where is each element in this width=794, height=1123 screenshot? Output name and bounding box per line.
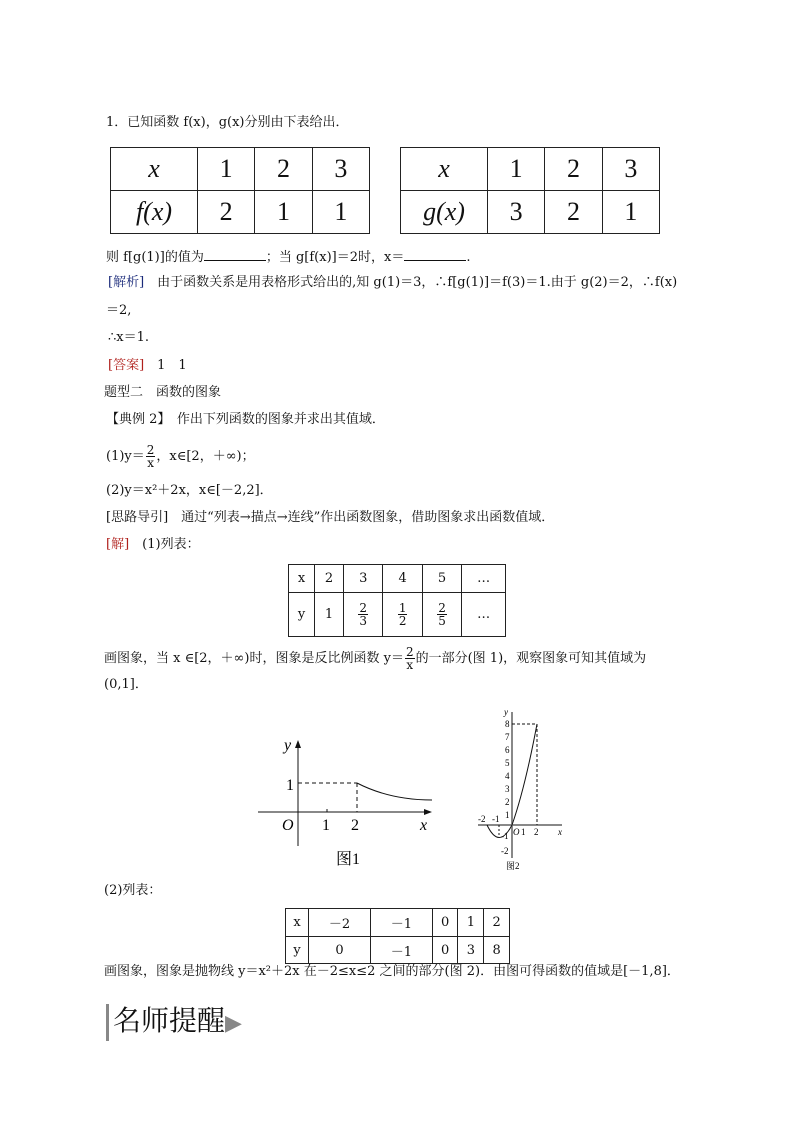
y-label: y xyxy=(284,737,292,754)
svg-text:1: 1 xyxy=(521,827,526,837)
fraction: $\frac{2}{5}$ xyxy=(438,601,446,628)
answer-blank xyxy=(404,248,466,261)
svg-text:6: 6 xyxy=(505,745,510,755)
q1-analysis: [解析] 由于函数关系是用表格形式给出的,知 g(1)＝3，∴f[g(1)]＝f(3)＝1.由于 g(2)＝2，∴f(x) xyxy=(108,275,678,290)
triangle-right-icon: ▶ xyxy=(225,1011,242,1036)
q1-question: 则 f[g(1)]的值为 ；当 g[f(x)]＝2时，x＝ . xyxy=(106,250,471,265)
svg-text:1: 1 xyxy=(505,810,510,820)
draw1-range: (0,1]． xyxy=(104,677,148,692)
part2-label: (2)列表： xyxy=(104,883,162,898)
svg-text:x: x xyxy=(558,827,562,837)
svg-text:2: 2 xyxy=(534,827,539,837)
figure-caption: 图1 xyxy=(336,851,361,868)
svg-text:4: 4 xyxy=(505,771,510,781)
svg-text:3: 3 xyxy=(505,784,510,794)
example-title: 【典例 2】 作出下列函数的图象并求出其值域． xyxy=(106,412,385,427)
example-part2: (2)y＝x²＋2x，x∈[－2,2]． xyxy=(106,483,273,498)
svg-text:O: O xyxy=(513,827,520,837)
fraction: $\frac{2}{x}$ xyxy=(405,645,414,672)
fraction: $\frac{2}{3}$ xyxy=(359,601,368,628)
example-part1: (1)y＝ $\frac{2}{x}$ ，x∈[2，＋∞)； xyxy=(106,443,255,470)
figure-1 xyxy=(250,730,440,870)
tick-label: 1 xyxy=(286,777,294,794)
svg-text:8: 8 xyxy=(505,719,510,729)
origin-label: O xyxy=(282,817,294,834)
fraction: $\frac{1}{2}$ xyxy=(398,601,407,628)
analysis-cont: ＝2, xyxy=(106,303,132,318)
answer-blank xyxy=(204,248,266,261)
svg-text:5: 5 xyxy=(505,758,510,768)
x-label: x xyxy=(420,817,428,834)
tips-heading: 名师提醒▶ xyxy=(106,1004,242,1041)
svg-text:-2: -2 xyxy=(478,814,486,824)
tick-label: 2 xyxy=(351,817,359,834)
tick-label: 1 xyxy=(322,817,330,834)
curve xyxy=(357,783,432,800)
draw1: 画图象，当 x ∈[2，＋∞)时，图象是反比例函数 y＝ $\frac{2}{x}$ 的一部分(图 1)，观察图象可知其值域为 xyxy=(104,645,647,672)
analysis-end: ∴x＝1. xyxy=(108,330,150,345)
svg-text:-1: -1 xyxy=(501,831,509,841)
fraction: $\frac{2}{x}$ xyxy=(146,443,155,470)
table-f: x 1 2 3 f(x) 2 1 1 xyxy=(110,147,370,234)
y-tick-labels xyxy=(478,708,562,871)
svg-text:2: 2 xyxy=(505,797,510,807)
solution: [解] (1)列表： xyxy=(106,537,200,552)
q1-answer: [答案] 1 1 xyxy=(108,358,187,373)
svg-text:-1: -1 xyxy=(492,814,500,824)
arrow-icon xyxy=(424,809,432,815)
arrow-icon xyxy=(295,740,301,748)
svg-text:7: 7 xyxy=(505,732,510,742)
svg-text:图2: 图2 xyxy=(506,861,520,871)
hint: [思路导引] 通过“列表→描点→连线”作出函数图象，借助图象求出函数值域． xyxy=(106,510,555,525)
q1-intro: 1．已知函数 f(x)，g(x)分别由下表给出． xyxy=(106,115,349,130)
figure-2 xyxy=(470,708,570,874)
table-g: x 1 2 3 g(x) 3 2 1 xyxy=(400,147,660,234)
section-title: 题型二 函数的图象 xyxy=(104,385,222,400)
table-2: x －2 －1 0 1 2 y 0 －1 0 3 8 xyxy=(285,908,510,964)
svg-text:y: y xyxy=(504,708,508,717)
table-1: x 2 3 4 5 … y 1 $\frac{2}{3}$ $\frac{1}{2}$ $\frac{2}{5}$ … xyxy=(288,564,506,637)
svg-text:-2: -2 xyxy=(501,846,509,856)
draw2: 画图象，图象是抛物线 y＝x²＋2x 在－2≤x≤2 之间的部分(图 2)．由图可得函数的值域是[－1,8]． xyxy=(104,964,680,979)
